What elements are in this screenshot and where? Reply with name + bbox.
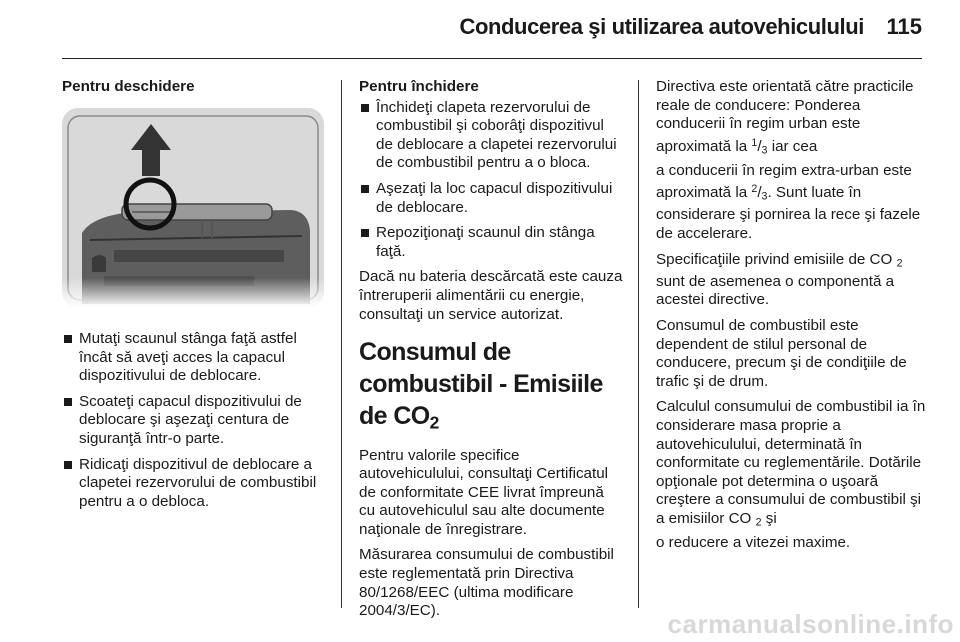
- column-divider-1: [341, 80, 342, 608]
- paragraph: Consumul de combustibil este dependent de stilul personal de conducere, precum şi de condiţiile de trafic şi de drum.: [656, 317, 907, 390]
- bullet-square-icon: [361, 185, 369, 193]
- fuel-flap-release-illustration: [62, 108, 324, 308]
- section-title: Consumul de combustibil - Emisiile de $CO_2$: [359, 338, 603, 433]
- column-1-steps: [62, 330, 324, 518]
- column-divider-2: [638, 80, 639, 608]
- heading-opening: Pentru deschidere: [62, 78, 195, 95]
- battery-note: Dacă nu bateria descărcată este cauza întreruperii alimentării cu energie, consultaţi un service autorizat.: [359, 268, 623, 323]
- watermark: carmanualsonline.info: [667, 609, 954, 639]
- paragraph: o reducere a vitezei maxime.: [656, 534, 851, 552]
- bullet-square-icon: [361, 229, 369, 237]
- page-number: 115: [886, 14, 922, 39]
- header-rule: [62, 58, 922, 59]
- paragraph: Specificaţiile privind emisiile de CO $_2$ sunt de asemenea o componentă a acestei directive.: [656, 250, 903, 309]
- column-2: [359, 78, 624, 628]
- bullet-square-icon: [361, 104, 369, 112]
- paragraph: Calculul consumului de combustibil ia în considerare masa proprie a autovehiculului, determinată în conformitate cu reglementările. Dotările opţionale pot determina o uşoară creştere a consumului de combustibil şi a emisiilor CO $_2$ şi: [656, 398, 926, 529]
- paragraph: Pentru valorile specifice autovehiculului, consultaţi Certificatul de conformitate CEE livrat împreună cu autovehiculul sau alte documente naţionale de înregistrare.: [359, 446, 609, 538]
- heading-closing: Pentru închidere: [359, 78, 479, 95]
- bullet-square-icon: [64, 335, 72, 343]
- paragraph: a conducerii în regim extra-urban este aproximată la $^2/_3$. Sunt luate în considerare şi pornirea la rece şi fazele de accelerare.: [656, 161, 921, 243]
- column-3: [656, 78, 926, 560]
- list-item: Închideţi clapeta rezervorului de combustibil şi coborâţi dispozitivul de deblocare a clapetei rezervorului de combustibil pentru a o bloca.: [359, 99, 624, 173]
- paragraph: Directiva este orientată către practicile reale de conducere: Ponderea conducerii în regim urban este aproximată la $^1/_3$ iar cea: [656, 78, 914, 157]
- list-item: Aşezaţi la loc capacul dispozitivului de deblocare.: [359, 180, 624, 217]
- list-item: Ridicaţi dispozitivul de deblocare a clapetei rezervorului de combustibil pentru a o debloca.: [62, 456, 324, 512]
- list-item: Scoateţi capacul dispozitivului de deblocare şi aşezaţi centura de siguranţă într-o parte.: [62, 393, 324, 449]
- column-1: [62, 78, 324, 99]
- list-item: Mutaţi scaunul stânga faţă astfel încât să aveţi acces la capacul dispozitivului de deblocare.: [62, 330, 324, 386]
- paragraph: Măsurarea consumului de combustibil este reglementată prin Directiva 80/1268/EEC (ultima modificare 2004/3/EC).: [359, 546, 614, 620]
- running-header-title: Conducerea şi utilizarea autovehiculului: [459, 14, 864, 39]
- bullet-square-icon: [64, 461, 72, 469]
- opening-steps-list: [62, 330, 324, 511]
- bullet-square-icon: [64, 398, 72, 406]
- list-item: Repoziţionaţi scaunul din stânga faţă.: [359, 224, 624, 261]
- closing-steps-list: [359, 99, 624, 262]
